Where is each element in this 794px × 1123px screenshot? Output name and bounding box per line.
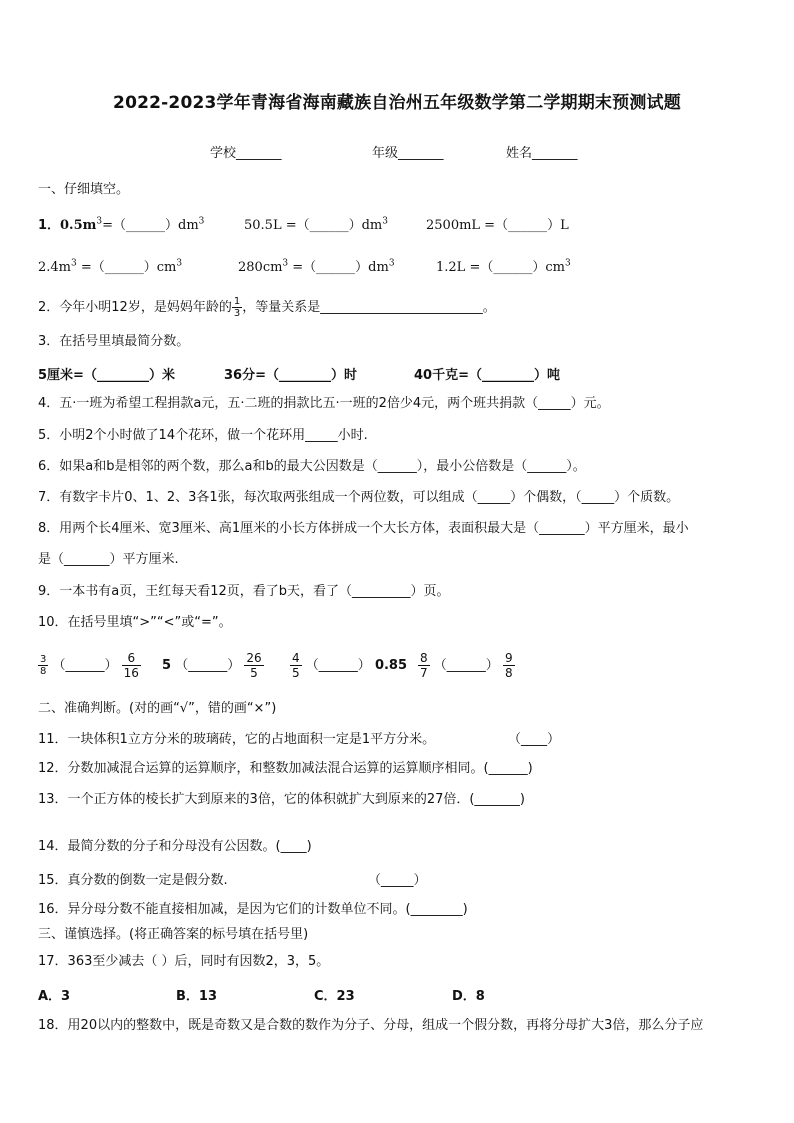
question-1a (60, 214, 204, 233)
q1a-unit-exp: 3 (198, 216, 205, 227)
name-field: 姓名_______ (506, 146, 578, 161)
q1d-exp: 3 (71, 258, 77, 269)
compare-2-left: 5 (162, 658, 172, 673)
question-16: 16．异分母分数不能直接相加减，是因为它们的计数单位不同。(________) (38, 902, 468, 917)
question-3c: 40千克=（________）吨 (414, 368, 560, 383)
q1a-exp: 3 (96, 216, 103, 227)
question-13: 13．一个正方体的棱长扩大到原来的3倍，它的体积就扩大到原来的27倍．(_______) (38, 792, 525, 807)
question-18: 18．用20以内的整数中，既是奇数又是合数的数作为分子、分母，组成一个假分数，再将分母扩大3倍，那么分子应 (38, 1018, 704, 1033)
numerator: 26 (246, 651, 262, 665)
question-8-line1: 8．用两个长4厘米、宽3厘米、高1厘米的小长方体拼成一个大长方体，表面积最大是（_______）平方厘米，最小 (38, 521, 689, 536)
compare-1-right (122, 651, 141, 680)
question-4: 4．五·一班为希望工程捐款a元，五·二班的捐款比五·一班的2倍少4元，两个班共捐款（_____）元。 (38, 396, 610, 411)
question-1f (436, 256, 571, 275)
compare-4 (418, 651, 515, 680)
option-c: C．23 (314, 989, 355, 1004)
question-8-line2: 是（_______）平方厘米. (38, 552, 179, 567)
question-3b: 36分=（________）时 (224, 368, 357, 383)
q1d-unit-exp: 3 (176, 258, 183, 269)
q1e-value: 280cm (238, 260, 283, 275)
question-2 (38, 296, 496, 319)
q1a-text: =（______）dm (102, 218, 199, 233)
q1f-exp: 3 (564, 258, 571, 269)
question-11: 11．一块体积1立方分米的玻璃砖，它的占地面积一定是1平方分米。 (38, 732, 436, 747)
q2-post: ，等量关系是_________________________。 (242, 300, 496, 315)
q2-pre: 2．今年小明12岁，是妈妈年龄的 (38, 300, 232, 315)
compare-2 (162, 651, 264, 680)
compare-3-left (290, 651, 302, 680)
question-10: 10．在括号里填“>”“<”或“=”。 (38, 615, 232, 630)
option-a: A．3 (38, 989, 71, 1004)
q1a-value: 0.5m (60, 218, 97, 233)
compare-1 (38, 651, 141, 680)
question-14: 14．最简分数的分子和分母没有公因数。(____) (38, 839, 312, 854)
q1f-text: 1.2L =（______）cm (436, 260, 565, 275)
compare-4-right (503, 651, 515, 680)
q1b-exp: 3 (382, 216, 388, 227)
compare-1-blank: （______） (52, 658, 118, 673)
q1d-text: =（______）cm (76, 260, 177, 275)
compare-2-right (244, 651, 263, 680)
compare-3-right: 0.85 (374, 658, 408, 673)
question-1c: 2500mL =（______）L (426, 218, 569, 233)
numerator: 8 (420, 651, 428, 665)
q2-fraction (232, 296, 242, 319)
denominator: 5 (292, 666, 300, 680)
numerator: 4 (292, 651, 300, 665)
question-3a: 5厘米=（________）米 (38, 368, 175, 383)
q1d-value: 2.4m (38, 260, 72, 275)
compare-1-left (38, 654, 48, 677)
q1b-text: 50.5L =（______）dm (244, 218, 383, 233)
denominator: 8 (504, 666, 513, 680)
q1e-unit-exp: 3 (388, 258, 395, 269)
section-heading: 二、准确判断。(对的画“√”，错的画“×”) (38, 701, 277, 716)
question-7: 7．有数字卡片0、1、2、3各1张，每次取两张组成一个两位数，可以组成（_____）个偶数，（_____）个质数。 (38, 490, 680, 505)
q1e-text: =（______）dm (288, 260, 389, 275)
q1e-exp: 3 (282, 258, 289, 269)
question-9: 9．一本书有a页，王红每天看12页，看了b天，看了（_________）页。 (38, 584, 450, 599)
compare-2-blank: （______） (175, 658, 241, 673)
section-heading: 三、谨慎选择。(将正确答案的标号填在括号里) (38, 927, 309, 942)
numerator: 9 (504, 651, 513, 665)
q2-numerator: 1 (233, 296, 241, 307)
page-title: 2022-2023学年青海省海南藏族自治州五年级数学第二学期期末预测试题 (113, 93, 681, 113)
question-6: 6．如果a和b是相邻的两个数，那么a和b的最大公因数是（______），最小公倍数是（______）。 (38, 459, 586, 474)
compare-4-blank: （______） (433, 658, 499, 673)
question-15-blank: （_____） (368, 873, 427, 888)
question-15: 15．真分数的倒数一定是假分数. (38, 873, 228, 888)
question-1e (238, 256, 395, 275)
option-b: B．13 (176, 989, 217, 1004)
question-11-blank: （____） (508, 732, 561, 747)
denominator: 16 (123, 666, 139, 680)
numerator: 6 (122, 651, 141, 666)
question-12: 12．分数加减混合运算的运算顺序，和整数加减法混合运算的运算顺序相同。(______) (38, 761, 533, 776)
numerator: 3 (40, 654, 47, 665)
question-1b (244, 214, 388, 233)
compare-4-left (418, 651, 430, 680)
option-d: D．8 (452, 989, 485, 1004)
grade-field: 年级_______ (372, 146, 444, 161)
question-3: 3．在括号里填最简分数。 (38, 334, 190, 349)
denominator: 5 (250, 666, 258, 680)
compare-3 (290, 651, 407, 680)
compare-3-blank: （______） (305, 658, 371, 673)
question-1d (38, 256, 182, 275)
question-number: 1． (38, 218, 61, 233)
section-heading: 一、仔细填空。 (38, 182, 130, 197)
q2-denominator: 3 (233, 308, 241, 319)
school-field: 学校_______ (210, 146, 282, 161)
question-5: 5．小明2个小时做了14个花环，做一个花环用_____小时. (38, 428, 368, 443)
denominator: 7 (420, 666, 428, 680)
question-17: 17．363至少减去（ ）后，同时有因数2，3，5。 (38, 954, 330, 969)
denominator: 8 (40, 666, 47, 677)
